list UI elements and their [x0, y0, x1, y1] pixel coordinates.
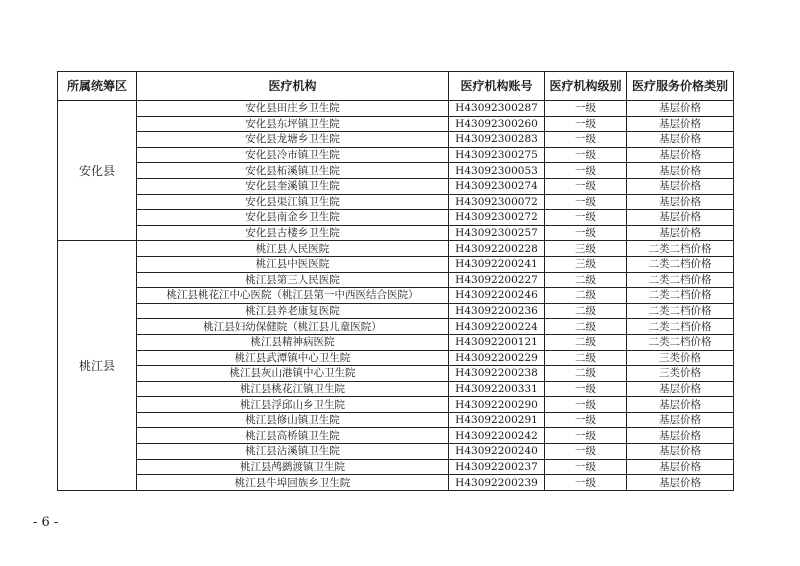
institution-name: 桃江县修山镇卫生院 — [137, 412, 449, 428]
institution-name: 安化县柘溪镇卫生院 — [137, 163, 449, 179]
table-row — [58, 225, 734, 241]
price-category: 基层价格 — [627, 178, 734, 194]
institution-level: 三级 — [545, 241, 627, 257]
table-row — [58, 256, 734, 272]
institution-name: 安化县南金乡卫生院 — [137, 210, 449, 226]
header-price-category: 医疗服务价格类别 — [627, 72, 734, 101]
price-category: 二类二档价格 — [627, 303, 734, 319]
institution-level: 三级 — [545, 256, 627, 272]
institution-account: H43092200241 — [449, 256, 545, 272]
institution-name: 桃江县养老康复医院 — [137, 303, 449, 319]
institution-level: 一级 — [545, 132, 627, 148]
institution-level: 二级 — [545, 303, 627, 319]
institution-account: H43092200224 — [449, 319, 545, 335]
institution-level: 一级 — [545, 459, 627, 475]
institution-name: 桃江县第三人民医院 — [137, 272, 449, 288]
institution-level: 二级 — [545, 350, 627, 366]
institution-name: 安化县龙塘乡卫生院 — [137, 132, 449, 148]
price-category: 二类二档价格 — [627, 288, 734, 304]
region-cell: 桃江县 — [58, 241, 137, 491]
price-category: 基层价格 — [627, 475, 734, 491]
institution-account: H43092200229 — [449, 350, 545, 366]
institution-account: H43092200228 — [449, 241, 545, 257]
price-category: 基层价格 — [627, 444, 734, 460]
institution-level: 一级 — [545, 194, 627, 210]
institution-name: 桃江县人民医院 — [137, 241, 449, 257]
institution-level: 一级 — [545, 101, 627, 117]
institution-level: 一级 — [545, 381, 627, 397]
institution-account: H43092200290 — [449, 397, 545, 413]
institution-name: 桃江县精神病医院 — [137, 334, 449, 350]
price-category: 基层价格 — [627, 132, 734, 148]
institution-name: 安化县奎溪镇卫生院 — [137, 178, 449, 194]
institution-name: 桃江县沾溪镇卫生院 — [137, 444, 449, 460]
table-row — [58, 412, 734, 428]
table-row — [58, 444, 734, 460]
price-category: 基层价格 — [627, 381, 734, 397]
header-row — [58, 72, 734, 101]
price-category: 二类二档价格 — [627, 334, 734, 350]
institution-level: 一级 — [545, 178, 627, 194]
table-row — [58, 241, 734, 257]
price-category: 基层价格 — [627, 397, 734, 413]
institution-level: 二级 — [545, 334, 627, 350]
institution-name: 桃江县浮邱山乡卫生院 — [137, 397, 449, 413]
institution-account: H43092200246 — [449, 288, 545, 304]
table-row — [58, 272, 734, 288]
medical-institutions-table — [57, 71, 734, 491]
table-row — [58, 178, 734, 194]
table-row — [58, 475, 734, 491]
price-category: 基层价格 — [627, 194, 734, 210]
price-category: 二类二档价格 — [627, 319, 734, 335]
institution-account: H43092300272 — [449, 210, 545, 226]
table-row — [58, 116, 734, 132]
header-account: 医疗机构账号 — [449, 72, 545, 101]
institution-level: 一级 — [545, 163, 627, 179]
institution-name: 桃江县桃花江镇卫生院 — [137, 381, 449, 397]
table-row — [58, 288, 734, 304]
institution-level: 一级 — [545, 397, 627, 413]
institution-account: H43092200121 — [449, 334, 545, 350]
price-category: 二类二档价格 — [627, 241, 734, 257]
institution-name: 桃江县武潭镇中心卫生院 — [137, 350, 449, 366]
page-number: - 6 - — [33, 515, 59, 530]
table-row — [58, 163, 734, 179]
institution-account: H43092200239 — [449, 475, 545, 491]
institution-account: H43092300283 — [449, 132, 545, 148]
institution-name: 桃江县中医医院 — [137, 256, 449, 272]
institution-name: 安化县古楼乡卫生院 — [137, 225, 449, 241]
price-category: 基层价格 — [627, 428, 734, 444]
price-category: 基层价格 — [627, 459, 734, 475]
price-category: 基层价格 — [627, 116, 734, 132]
table-row — [58, 459, 734, 475]
institution-level: 一级 — [545, 412, 627, 428]
table-row — [58, 303, 734, 319]
region-cell: 安化县 — [58, 101, 137, 241]
price-category: 三类价格 — [627, 366, 734, 382]
institution-level: 一级 — [545, 210, 627, 226]
institution-level: 一级 — [545, 147, 627, 163]
institution-account: H43092300287 — [449, 101, 545, 117]
institution-name: 桃江县鸬鹚渡镇卫生院 — [137, 459, 449, 475]
institution-level: 一级 — [545, 444, 627, 460]
price-category: 基层价格 — [627, 412, 734, 428]
price-category: 基层价格 — [627, 210, 734, 226]
table-row — [58, 210, 734, 226]
institution-name: 桃江县牛埠回族乡卫生院 — [137, 475, 449, 491]
price-category: 基层价格 — [627, 147, 734, 163]
institution-name: 安化县田庄乡卫生院 — [137, 101, 449, 117]
table-row — [58, 350, 734, 366]
header-institution: 医疗机构 — [137, 72, 449, 101]
institution-account: H43092300053 — [449, 163, 545, 179]
table-row — [58, 397, 734, 413]
institution-account: H43092300275 — [449, 147, 545, 163]
institution-account: H43092300274 — [449, 178, 545, 194]
institution-name: 桃江县灰山港镇中心卫生院 — [137, 366, 449, 382]
header-region: 所属统筹区 — [58, 72, 137, 101]
institution-level: 二级 — [545, 288, 627, 304]
price-category: 基层价格 — [627, 101, 734, 117]
institution-level: 二级 — [545, 319, 627, 335]
table-row — [58, 132, 734, 148]
institution-name: 安化县渠江镇卫生院 — [137, 194, 449, 210]
institution-account: H43092200240 — [449, 444, 545, 460]
institution-name: 桃江县妇幼保健院（桃江县儿童医院） — [137, 319, 449, 335]
price-category: 二类二档价格 — [627, 272, 734, 288]
institution-level: 一级 — [545, 475, 627, 491]
institution-account: H43092300260 — [449, 116, 545, 132]
table-row — [58, 319, 734, 335]
price-category: 二类二档价格 — [627, 256, 734, 272]
institution-name: 桃江县高桥镇卫生院 — [137, 428, 449, 444]
table-row — [58, 428, 734, 444]
table-row — [58, 366, 734, 382]
header-level: 医疗机构级别 — [545, 72, 627, 101]
institution-level: 二级 — [545, 272, 627, 288]
table-body — [58, 101, 734, 491]
institution-account: H43092300257 — [449, 225, 545, 241]
institution-account: H43092200238 — [449, 366, 545, 382]
price-category: 三类价格 — [627, 350, 734, 366]
institution-level: 二级 — [545, 366, 627, 382]
institution-name: 安化县东坪镇卫生院 — [137, 116, 449, 132]
table-row — [58, 147, 734, 163]
institution-name: 桃江县桃花江中心医院（桃江县第一中西医结合医院） — [137, 288, 449, 304]
institution-level: 一级 — [545, 225, 627, 241]
price-category: 基层价格 — [627, 163, 734, 179]
institution-account: H43092200331 — [449, 381, 545, 397]
table-row — [58, 381, 734, 397]
institution-level: 一级 — [545, 428, 627, 444]
institution-account: H43092300072 — [449, 194, 545, 210]
institution-level: 一级 — [545, 116, 627, 132]
institution-account: H43092200227 — [449, 272, 545, 288]
institution-account: H43092200236 — [449, 303, 545, 319]
institution-account: H43092200237 — [449, 459, 545, 475]
institution-account: H43092200242 — [449, 428, 545, 444]
institution-account: H43092200291 — [449, 412, 545, 428]
institution-name: 安化县冷市镇卫生院 — [137, 147, 449, 163]
table-row — [58, 194, 734, 210]
table-row — [58, 334, 734, 350]
table-row — [58, 101, 734, 117]
price-category: 基层价格 — [627, 225, 734, 241]
